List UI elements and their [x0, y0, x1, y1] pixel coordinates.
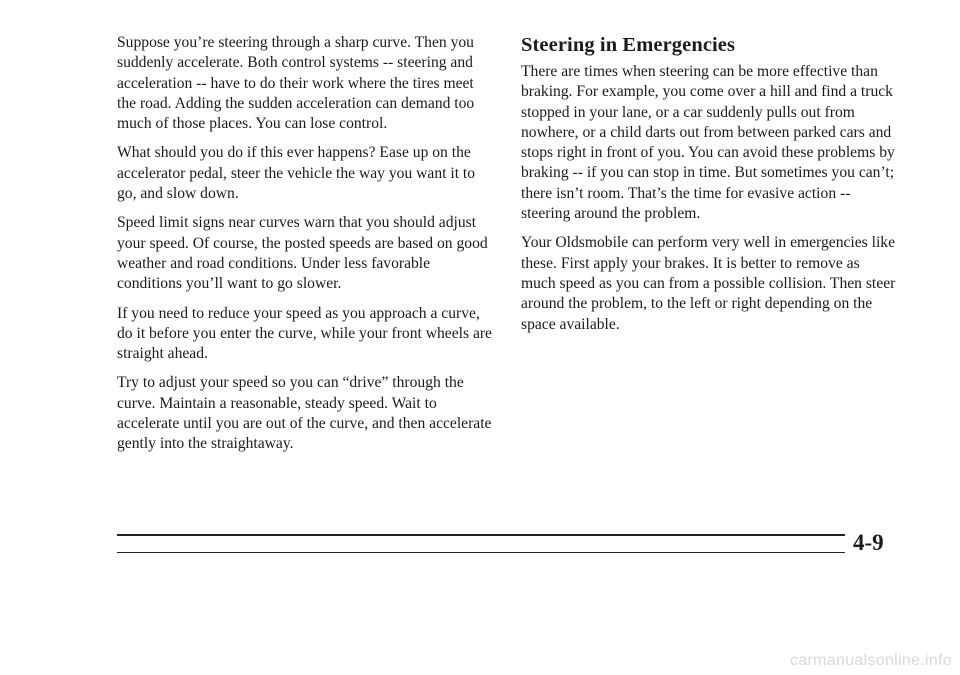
- paragraph-steering-vs-braking: There are times when steering can be more effective than braking. For example, you come over a hill and find a truck stopped in your lane, or a car suddenly pulls out from nowhere, or a child darts out from between parked cars and stops right in front of you. You can avoid these problems by braking -- if you can stop in time. But sometimes you can’t; there isn’t room. That’s the time for evasive action -- steering around the problem.: [521, 63, 895, 223]
- paragraph-drive-through-curve: Try to adjust your speed so you can “drive” through the curve. Maintain a reasonable, steady speed. Wait to accelerate until you are out of the curve, and then accelerate gently into the straightaway.: [117, 374, 492, 453]
- page-number: 4-9: [853, 530, 884, 555]
- footer-rule-top: [117, 534, 845, 536]
- paragraph-oldsmobile-emergencies: Your Oldsmobile can perform very well in emergencies like these. First apply your brakes. It is better to remove as much speed as you can from a possible collision. Then steer around the problem, to the left or right depending on the space available.: [521, 234, 896, 333]
- right-column: [521, 33, 896, 344]
- paragraph-speed-limit-signs: Speed limit signs near curves warn that you should adjust your speed. Of course, the posted speeds are based on good weather and road conditions. Under less favorable conditions you’ll want to go slower.: [117, 214, 488, 293]
- paragraph-reduce-speed: If you need to reduce your speed as you approach a curve, do it before you enter the curve, while your front wheels are straight ahead.: [117, 304, 492, 363]
- paragraph-sharp-curve: Suppose you’re steering through a sharp curve. Then you suddenly accelerate. Both control systems -- steering and acceleration -- have to do their work where the tires meet the road. Adding the sudden acceleration can demand too much of those places. You can lose control.: [117, 34, 475, 133]
- paragraph-what-to-do: What should you do if this ever happens? Ease up on the accelerator pedal, steer the vehicle the way you want it to go, and slow down.: [117, 144, 476, 203]
- section-heading: Steering in Emergencies: [521, 34, 736, 56]
- left-column: [117, 33, 492, 464]
- footer-rule-bottom: [117, 552, 845, 553]
- watermark-text: carmanualsonline.info: [790, 652, 952, 669]
